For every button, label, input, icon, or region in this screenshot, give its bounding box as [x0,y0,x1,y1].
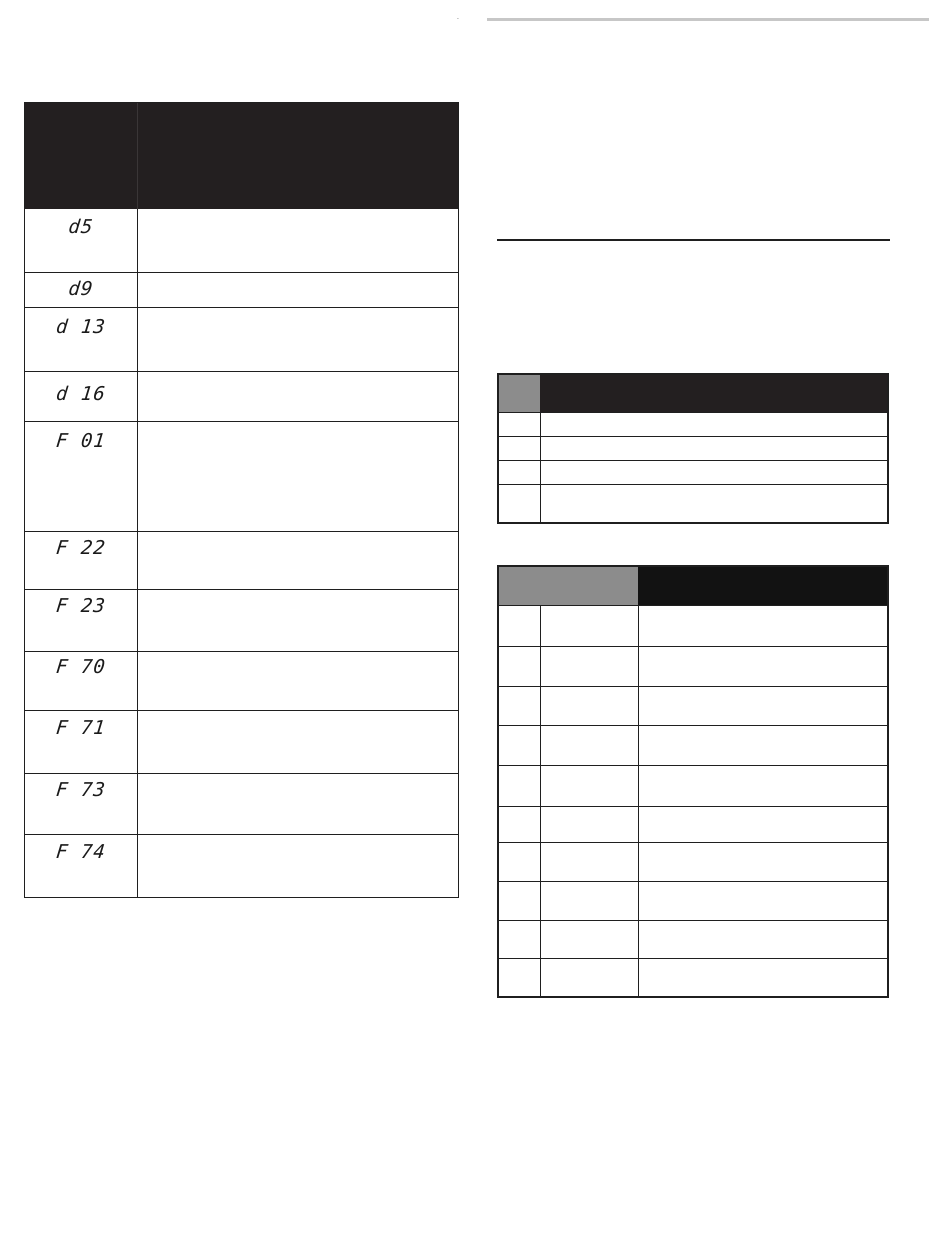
header-column-divider [137,103,138,209]
fault-code-f01: F 01 [54,430,108,452]
right-table-1 [497,373,889,524]
row-divider [499,605,887,606]
table-header-cell [499,567,540,605]
row-divider [25,589,458,590]
row-divider [25,272,458,273]
row-divider [499,725,887,726]
fault-code-f70: F 70 [54,656,108,678]
row-divider [499,842,887,843]
row-divider [499,412,887,413]
row-divider [499,646,887,647]
row-divider [25,421,458,422]
fault-code-d9: d9 [67,278,95,300]
row-divider [499,806,887,807]
fault-code-d16: d 16 [54,383,108,405]
table-header-cell [499,375,540,412]
top-divider [487,18,929,21]
row-divider [499,958,887,959]
table-header-cell [638,567,887,605]
fault-code-f74: F 74 [54,841,108,863]
row-divider [25,710,458,711]
row-divider [25,371,458,372]
column-divider [137,209,138,897]
row-divider [499,460,887,461]
column-divider [540,412,541,522]
row-divider [25,307,458,308]
table-header-cell [540,567,638,605]
fault-code-f23: F 23 [54,595,108,617]
row-divider [499,920,887,921]
fault-code-d13: d 13 [54,316,108,338]
right-table-2 [497,565,889,998]
row-divider [25,651,458,652]
row-divider [25,834,458,835]
section-divider [497,239,890,241]
row-divider [499,484,887,485]
fault-code-f71: F 71 [54,717,108,739]
row-divider [499,765,887,766]
row-divider [25,531,458,532]
row-divider [499,686,887,687]
row-divider [499,881,887,882]
fault-code-d5: d5 [67,216,95,238]
row-divider [499,436,887,437]
fault-code-table-header [25,103,458,209]
table-header-cell [540,375,887,412]
column-divider [540,605,541,996]
corner-mark: · [457,16,459,23]
fault-code-table [24,102,459,898]
row-divider [25,773,458,774]
column-divider [638,605,639,996]
fault-code-f73: F 73 [54,779,108,801]
fault-code-f22: F 22 [54,537,108,559]
